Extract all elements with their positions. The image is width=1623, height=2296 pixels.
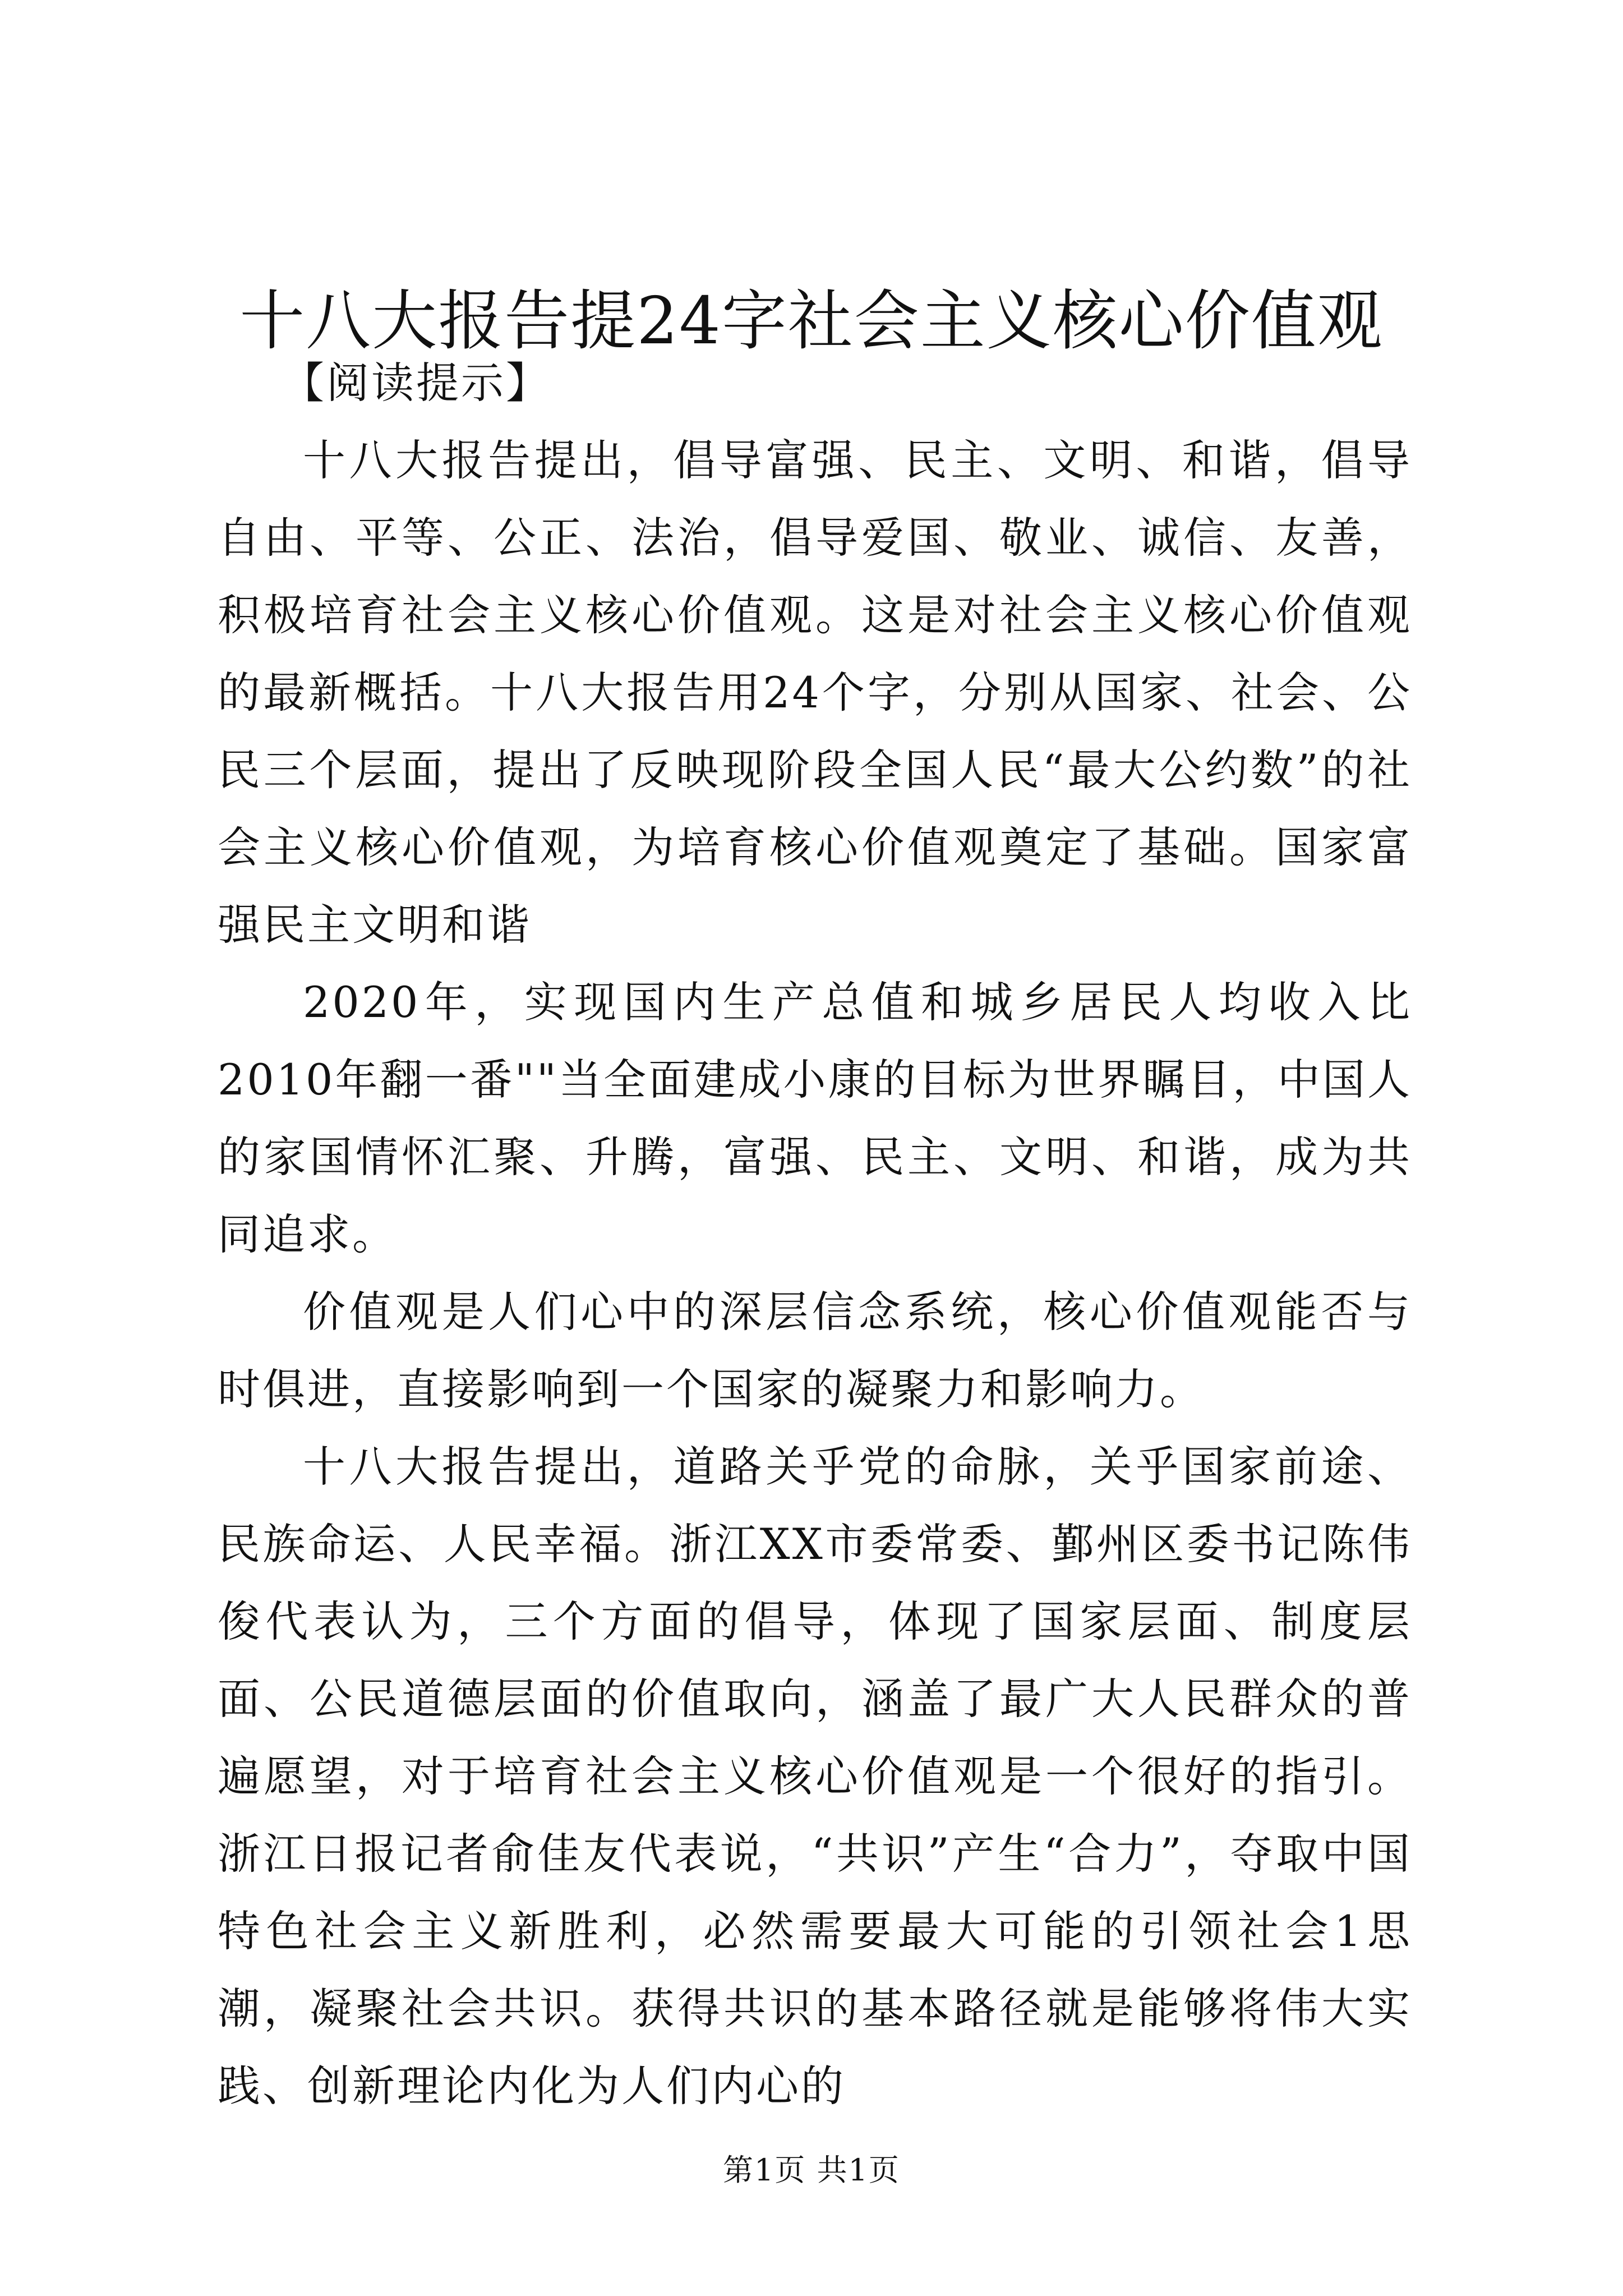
- paragraph: 十八大报告提出，倡导富强、民主、文明、和谐，倡导自由、平等、公正、法治，倡导爱国、敬业、诚信、友善，积极培育社会主义核心价值观。这是对社会主义核心价值观的最新概括。十八大报告用24个字，分别从国家、社会、公民三个层面，提出了反映现阶段全国人民“最大公约数”的社会主义核心价值观，为培育核心价值观奠定了基础。国家富强民主文明和谐: [218, 435, 1412, 950]
- document-body: [218, 344, 1412, 2125]
- document-title: 十八大报告提24字社会主义核心价值观: [239, 283, 1384, 359]
- paragraph: 价值观是人们心中的深层信念系统，核心价值观能否与时俱进，直接影响到一个国家的凝聚力和影响力。: [218, 1287, 1412, 1414]
- reading-hint: 【阅读提示】: [282, 358, 551, 408]
- paragraph: 十八大报告提出，道路关乎党的命脉，关乎国家前途、民族命运、人民幸福。浙江XX市委常委、鄞州区委书记陈伟俊代表认为，三个方面的倡导，体现了国家层面、制度层面、公民道德层面的价值取向，涵盖了最广大人民群众的普遍愿望，对于培育社会主义核心价值观是一个很好的指引。浙江日报记者俞佳友代表说，“共识”产生“合力”，夺取中国特色社会主义新胜利，必然需要最大可能的引领社会1思潮，凝聚社会共识。获得共识的基本路径就是能够将伟大实践、创新理论内化为人们内心的: [218, 1442, 1412, 2111]
- page-footer: 第1页 共1页: [723, 2152, 900, 2188]
- paragraph: 2020年，实现国内生产总值和城乡居民人均收入比2010年翻一番""当全面建成小康的目标为世界瞩目，中国人的家国情怀汇聚、升腾，富强、民主、文明、和谐，成为共同追求。: [218, 977, 1412, 1259]
